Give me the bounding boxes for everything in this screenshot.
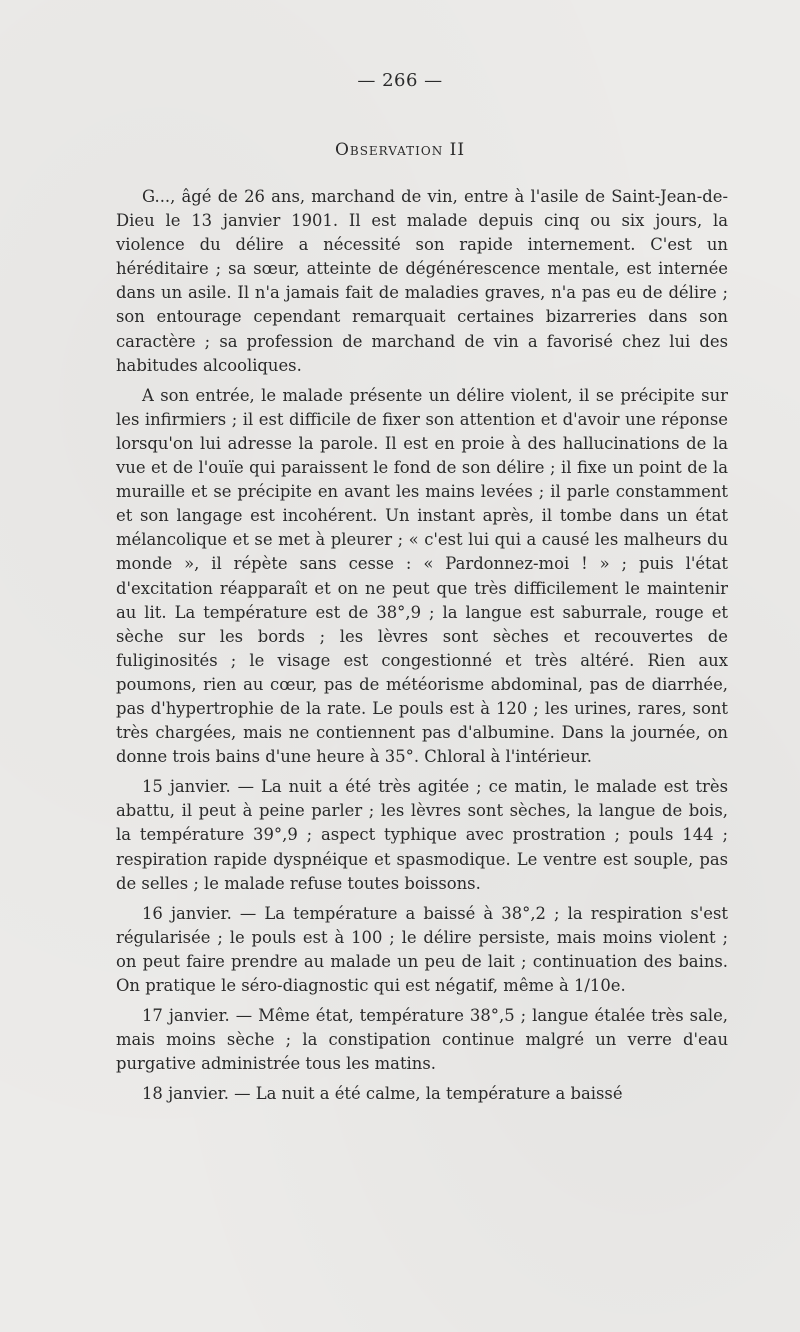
paragraph-intro: G..., âgé de 26 ans, marchand de vin, entre à l'asile de Saint-Jean-de-Dieu le 13 janvier 1901. Il est malade depuis cinq ou six jours, la violence du délire a nécessité son rapide internement. C'est un héréditaire ; sa sœur, atteinte de dégénérescence mentale, est internée dans un asile. Il n'a jamais fait de maladies graves, n'a pas eu de délire ; son entourage cependant remarquait certaines bizarreries dans son caractère ; sa profession de marchand de vin a favorisé chez lui des habitudes alcooliques.	[116, 187, 728, 375]
observation-heading: Observation II	[334, 140, 466, 160]
paragraph-jan-17: 17 janvier. — Même état, température 38°,5 ; langue étalée très sale, mais moins sèche ; la constipation continue malgré un verre d'eau purgative administrée tous les matins.	[116, 1006, 728, 1074]
paragraph-jan-18: 18 janvier. — La nuit a été calme, la température a baissé	[142, 1084, 623, 1104]
paragraph-jan-16: 16 janvier. — La température a baissé à 38°,2 ; la respiration s'est régularisée ; le pouls est à 100 ; le délire persiste, mais moins violent ; on peut faire prendre au malade un peu de lait ; continuation des bains. On pratique le séro-diagnostic qui est négatif, même à 1/10e.	[116, 903, 728, 995]
paragraph-jan-15: 15 janvier. — La nuit a été très agitée ; ce matin, le malade est très abattu, il peut à peine parler ; les lèvres sont sèches, la langue de bois, la température 39°,9 ; aspect typhique avec prostration ; pouls 144 ; respiration rapide dyspnéique et spasmodique. Le ventre est souple, pas de selles ; le malade refuse toutes boissons.	[116, 777, 728, 893]
body-text	[116, 185, 728, 1112]
page-number: — 266 —	[357, 70, 443, 91]
paragraph-admission: A son entrée, le malade présente un délire violent, il se précipite sur les infirmiers ; il est difficile de fixer son attention et d'avoir une réponse lorsqu'on lui adresse la parole. Il est en proie à des hallucinations de la vue et de l'ouïe qui paraissent le fond de son délire ; il fixe un point de la muraille et se précipite en avant les mains levées ; il parle constamment et son langage est incohérent. Un instant après, il tombe dans un état mélancolique et se met à pleurer ; « c'est lui qui a causé les malheurs du monde », il répète sans cesse : « Pardonnez-moi ! » ; puis l'état d'excitation réapparaît et on ne peut que très difficilement le maintenir au lit. La température est de 38°,9 ; la langue est saburrale, rouge et sèche sur les bords ; les lèvres sont sèches et recouvertes de fuliginosités ; le visage est congestionné et très altéré. Rien aux poumons, rien au cœur, pas de météorisme abdominal, pas de diarrhée, pas d'hypertrophie de la rate. Le pouls est à 120 ; les urines, rares, sont très chargées, mais ne contiennent pas d'albumine. Dans la journée, on donne trois bains d'une heure à 35°. Chloral à l'intérieur.	[116, 385, 728, 767]
